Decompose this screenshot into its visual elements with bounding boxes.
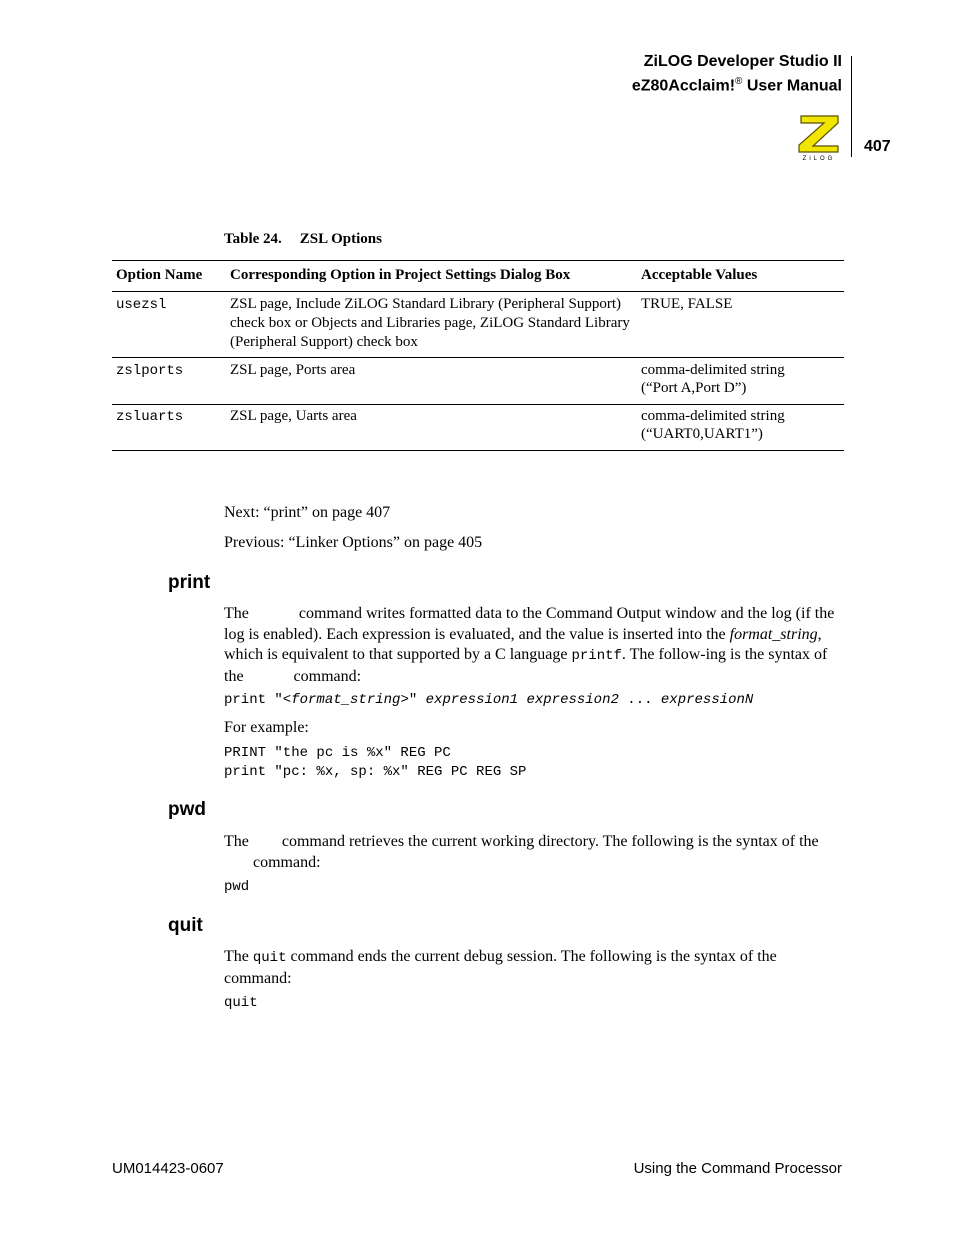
doc-subtitle-tail: User Manual (742, 77, 842, 95)
pwd-description: The command retrieves the current working directory. The following is the syntax of the command: (224, 833, 819, 871)
table-header-rule (112, 291, 844, 292)
table-row-1-option: ZSL page, Include ZiLOG Standard Library (Peripheral Support) check box or Objects and Libraries page, ZiLOG Standard Library (Peripheral Support) check box (230, 296, 630, 350)
zilog-logo (796, 113, 842, 161)
table-caption (224, 231, 382, 248)
column-header-corresponding-option: Corresponding Option in Project Settings Dialog Box (230, 267, 571, 283)
footer-doc-id: UM014423-0607 (112, 1160, 224, 1177)
zilog-logo-icon (796, 113, 842, 161)
table-caption-title: ZSL Options (299, 231, 382, 247)
table-row-rule (112, 357, 844, 358)
footer-chapter: Using the Command Processor (633, 1160, 842, 1177)
print-description: The command writes formatted data to the Command Output window and the log (if the log is enabled). Each expression is evaluated, and the value is inserted into the format_string, which is equivalent to that supported by a C language printf. The follow-ing is the syntax of the command: (224, 605, 835, 685)
table-row-rule (112, 404, 844, 405)
section-heading-print: print (168, 572, 211, 593)
column-header-option-name: Option Name (116, 267, 203, 283)
quit-description: The quit command ends the current debug session. The following is the syntax of the command: (224, 948, 781, 987)
header-divider (851, 56, 852, 157)
table-row-3-values-line1: comma-delimited string (641, 408, 785, 424)
print-example-2: print "pc: %x, sp: %x" REG PC REG SP (224, 764, 527, 780)
doc-subtitle (632, 72, 842, 96)
pwd-syntax: pwd (224, 879, 250, 895)
table-row-1-values: TRUE, FALSE (641, 296, 733, 312)
print-syntax: print "<format_string>" expression1 expression2 ... expressionN (224, 692, 754, 708)
example-label: For example: (224, 719, 309, 736)
doc-title: ZiLOG Developer Studio II (643, 53, 842, 70)
table-caption-label: Table 24. (224, 231, 282, 247)
quit-syntax: quit (224, 995, 258, 1011)
logo-text: ZiLOG (802, 156, 836, 161)
section-heading-pwd: pwd (168, 799, 206, 820)
previous-link[interactable]: Previous: “Linker Options” on page 405 (224, 534, 483, 551)
table-row-2-option: ZSL page, Ports area (230, 362, 356, 378)
print-example-1: PRINT "the pc is %x" REG PC (224, 745, 451, 761)
table-row-3-name: zsluarts (116, 409, 184, 425)
doc-subtitle-main: eZ80Acclaim! (631, 77, 736, 95)
table-row-2-values-line1: comma-delimited string (641, 362, 785, 378)
column-header-acceptable-values: Acceptable Values (641, 267, 758, 283)
section-heading-quit: quit (168, 915, 203, 936)
next-link[interactable]: Next: “print” on page 407 (224, 504, 391, 521)
registered-mark: ® (735, 76, 743, 87)
table-top-rule (112, 260, 844, 261)
table-row-2-name: zslports (116, 363, 184, 379)
table-row-3-values-line2: (“UART0,UART1”) (641, 426, 763, 442)
table-row-3-option: ZSL page, Uarts area (230, 408, 357, 424)
page-number: 407 (864, 138, 891, 155)
table-bottom-rule (112, 450, 844, 451)
table-row-2-values-line2: (“Port A,Port D”) (641, 380, 747, 396)
table-row-1-name: usezsl (116, 297, 167, 313)
